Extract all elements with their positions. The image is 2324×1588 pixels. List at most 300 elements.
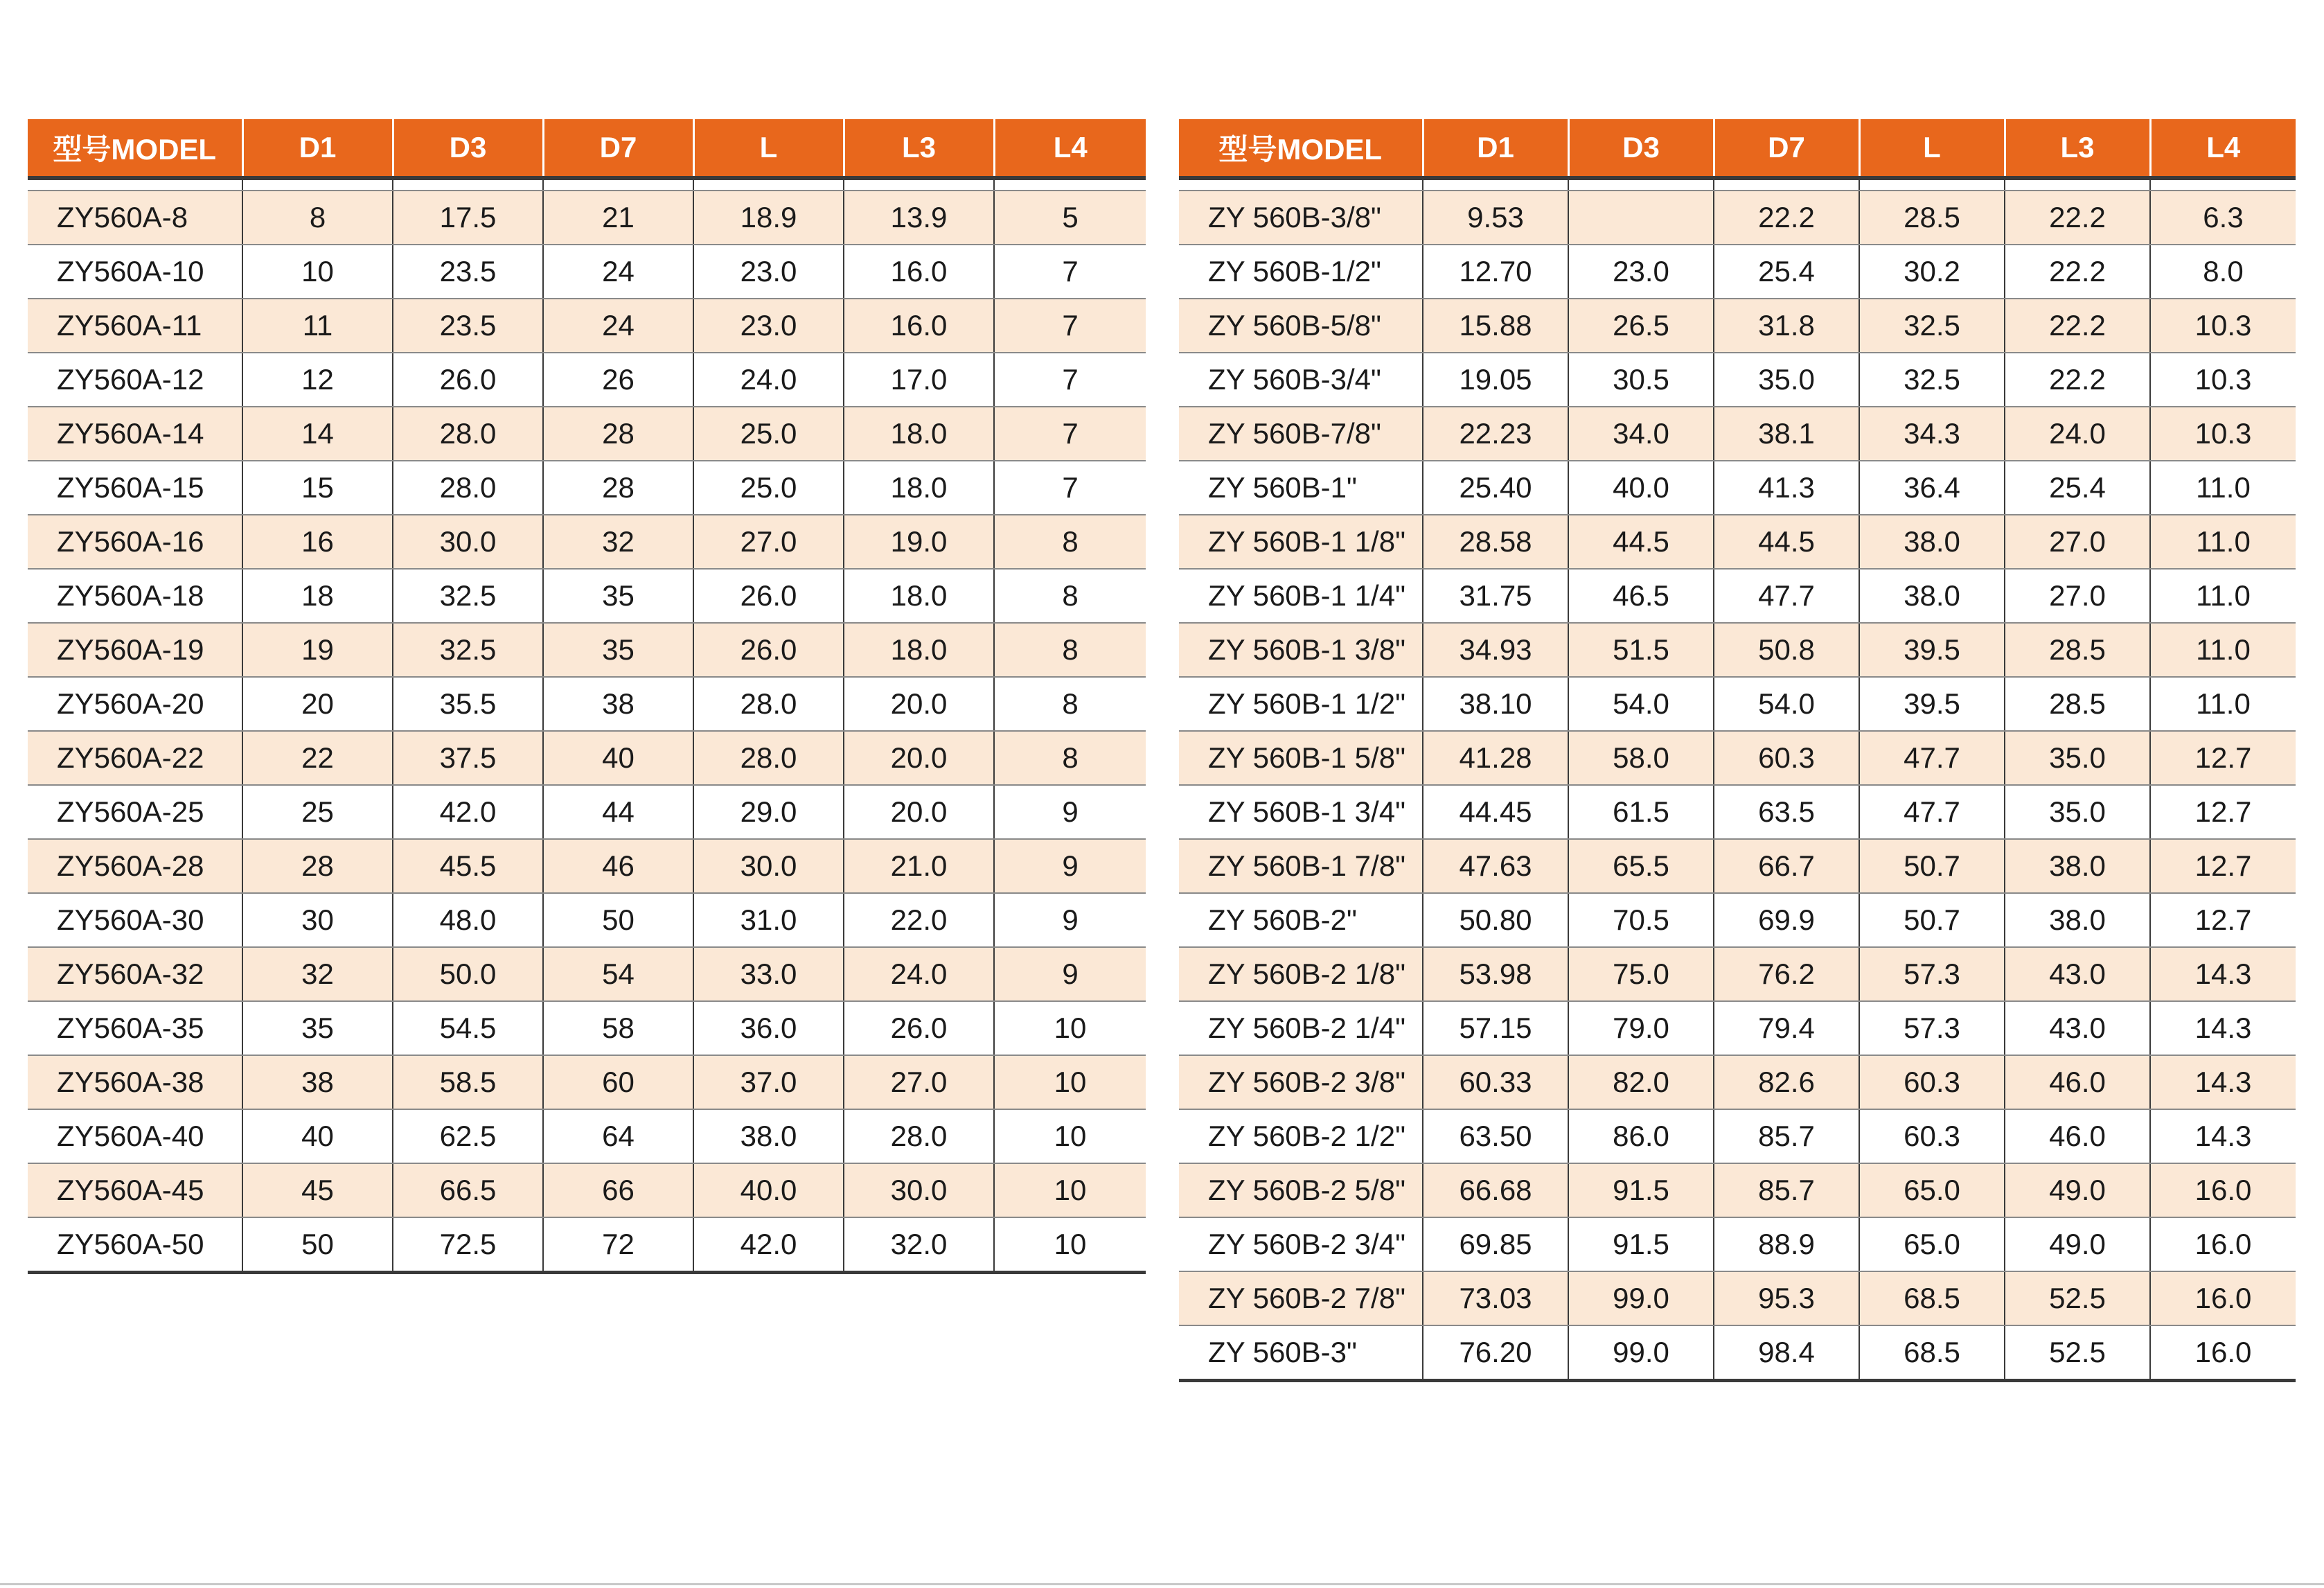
value-cell-l3: 35.0	[2005, 785, 2150, 839]
value-cell-d1: 38.10	[1423, 677, 1568, 731]
value-cell-d7: 44.5	[1714, 515, 1859, 569]
value-cell-d7: 54	[543, 947, 693, 1001]
value-cell-l: 37.0	[693, 1055, 844, 1109]
table-row	[28, 731, 1146, 785]
value-cell-l: 31.0	[693, 893, 844, 947]
table-row	[1179, 677, 2296, 731]
table-row	[28, 893, 1146, 947]
model-cell: ZY560A-20	[28, 677, 242, 731]
value-cell-l4: 9	[994, 947, 1146, 1001]
value-cell-l: 38.0	[1859, 515, 2005, 569]
column-header-l4: L4	[994, 119, 1146, 178]
table-row	[28, 1163, 1146, 1217]
value-cell-l3: 24.0	[844, 947, 994, 1001]
value-cell-l3: 28.5	[2005, 677, 2150, 731]
value-cell-l4: 10	[994, 1217, 1146, 1273]
value-cell-l3: 22.2	[2005, 353, 2150, 407]
model-spec-table-a	[28, 119, 1146, 1274]
value-cell-l: 47.7	[1859, 785, 2005, 839]
value-cell-l: 39.5	[1859, 623, 2005, 677]
value-cell-l: 42.0	[693, 1217, 844, 1273]
header-spacer	[28, 178, 1146, 191]
value-cell-l4: 11.0	[2150, 461, 2296, 515]
value-cell-l4: 10	[994, 1109, 1146, 1163]
table-row	[1179, 515, 2296, 569]
value-cell-d1: 8	[242, 191, 393, 245]
model-cell: ZY 560B-2 1/8"	[1179, 947, 1423, 1001]
value-cell-d3: 35.5	[393, 677, 543, 731]
value-cell-d7: 38	[543, 677, 693, 731]
value-cell-d3: 26.0	[393, 353, 543, 407]
value-cell-l3: 22.0	[844, 893, 994, 947]
value-cell-d3: 82.0	[1568, 1055, 1714, 1109]
table-row	[1179, 1271, 2296, 1325]
value-cell-d1: 14	[242, 407, 393, 461]
table-row	[1179, 191, 2296, 245]
value-cell-l3: 28.0	[844, 1109, 994, 1163]
model-cell: ZY560A-15	[28, 461, 242, 515]
value-cell-d1: 31.75	[1423, 569, 1568, 623]
value-cell-l: 30.2	[1859, 245, 2005, 299]
value-cell-d3: 75.0	[1568, 947, 1714, 1001]
value-cell-d1: 57.15	[1423, 1001, 1568, 1055]
value-cell-l4: 14.3	[2150, 1109, 2296, 1163]
value-cell-l: 57.3	[1859, 947, 2005, 1001]
table-row	[1179, 353, 2296, 407]
value-cell-l: 30.0	[693, 839, 844, 893]
value-cell-d3: 61.5	[1568, 785, 1714, 839]
model-cell: ZY560A-11	[28, 299, 242, 353]
model-cell: ZY 560B-1 1/4"	[1179, 569, 1423, 623]
value-cell-d1: 12.70	[1423, 245, 1568, 299]
table-row	[28, 461, 1146, 515]
value-cell-l: 34.3	[1859, 407, 2005, 461]
table-row	[28, 353, 1146, 407]
value-cell-l3: 52.5	[2005, 1325, 2150, 1381]
value-cell-d1: 69.85	[1423, 1217, 1568, 1271]
value-cell-l4: 11.0	[2150, 677, 2296, 731]
value-cell-l: 36.4	[1859, 461, 2005, 515]
value-cell-l4: 10	[994, 1163, 1146, 1217]
column-header-d7: D7	[543, 119, 693, 178]
value-cell-d1: 22.23	[1423, 407, 1568, 461]
value-cell-d7: 35	[543, 623, 693, 677]
value-cell-d1: 15.88	[1423, 299, 1568, 353]
value-cell-l: 33.0	[693, 947, 844, 1001]
model-cell: ZY 560B-3"	[1179, 1325, 1423, 1381]
value-cell-l3: 27.0	[844, 1055, 994, 1109]
value-cell-l3: 46.0	[2005, 1109, 2150, 1163]
value-cell-d7: 64	[543, 1109, 693, 1163]
value-cell-d1: 45	[242, 1163, 393, 1217]
value-cell-l4: 5	[994, 191, 1146, 245]
value-cell-l3: 25.4	[2005, 461, 2150, 515]
value-cell-d7: 85.7	[1714, 1163, 1859, 1217]
value-cell-l3: 49.0	[2005, 1163, 2150, 1217]
value-cell-l: 18.9	[693, 191, 844, 245]
value-cell-l3: 20.0	[844, 677, 994, 731]
value-cell-d7: 31.8	[1714, 299, 1859, 353]
value-cell-l: 26.0	[693, 569, 844, 623]
value-cell-l3: 30.0	[844, 1163, 994, 1217]
value-cell-d1: 12	[242, 353, 393, 407]
table-row	[1179, 785, 2296, 839]
value-cell-l3: 18.0	[844, 461, 994, 515]
value-cell-d3: 42.0	[393, 785, 543, 839]
value-cell-l: 25.0	[693, 461, 844, 515]
value-cell-d3: 30.5	[1568, 353, 1714, 407]
table-row	[1179, 299, 2296, 353]
value-cell-l4: 14.3	[2150, 1055, 2296, 1109]
model-cell: ZY 560B-2 1/2"	[1179, 1109, 1423, 1163]
value-cell-d1: 34.93	[1423, 623, 1568, 677]
value-cell-l3: 22.2	[2005, 191, 2150, 245]
value-cell-l: 28.0	[693, 731, 844, 785]
spacer-cell	[693, 178, 844, 191]
value-cell-l: 38.0	[1859, 569, 2005, 623]
model-cell: ZY560A-38	[28, 1055, 242, 1109]
value-cell-d1: 9.53	[1423, 191, 1568, 245]
model-cell: ZY 560B-3/8"	[1179, 191, 1423, 245]
table-row	[1179, 461, 2296, 515]
value-cell-d3: 91.5	[1568, 1163, 1714, 1217]
value-cell-l4: 12.7	[2150, 893, 2296, 947]
value-cell-d1: 28.58	[1423, 515, 1568, 569]
model-cell: ZY560A-32	[28, 947, 242, 1001]
value-cell-d7: 66.7	[1714, 839, 1859, 893]
model-cell: ZY 560B-5/8"	[1179, 299, 1423, 353]
table-row	[1179, 731, 2296, 785]
value-cell-l4: 8	[994, 569, 1146, 623]
value-cell-d1: 60.33	[1423, 1055, 1568, 1109]
value-cell-d1: 44.45	[1423, 785, 1568, 839]
value-cell-d3: 72.5	[393, 1217, 543, 1273]
value-cell-l3: 49.0	[2005, 1217, 2150, 1271]
value-cell-l4: 8	[994, 623, 1146, 677]
value-cell-d3: 66.5	[393, 1163, 543, 1217]
column-header-l3: L3	[2005, 119, 2150, 178]
spacer-cell	[844, 178, 994, 191]
value-cell-l3: 32.0	[844, 1217, 994, 1273]
model-cell: ZY 560B-1 7/8"	[1179, 839, 1423, 893]
value-cell-d7: 63.5	[1714, 785, 1859, 839]
column-header-model: 型号MODEL	[1179, 119, 1423, 178]
model-cell: ZY560A-28	[28, 839, 242, 893]
table-row	[28, 299, 1146, 353]
value-cell-d1: 15	[242, 461, 393, 515]
value-cell-d1: 50	[242, 1217, 393, 1273]
model-cell: ZY 560B-1 5/8"	[1179, 731, 1423, 785]
column-header-l4: L4	[2150, 119, 2296, 178]
value-cell-d7: 25.4	[1714, 245, 1859, 299]
value-cell-l4: 10.3	[2150, 353, 2296, 407]
value-cell-l: 50.7	[1859, 839, 2005, 893]
spacer-cell	[2150, 178, 2296, 191]
model-cell: ZY560A-10	[28, 245, 242, 299]
table-row	[28, 785, 1146, 839]
value-cell-d3: 30.0	[393, 515, 543, 569]
value-cell-d3: 28.0	[393, 461, 543, 515]
value-cell-l4: 8	[994, 731, 1146, 785]
model-cell: ZY 560B-2 3/8"	[1179, 1055, 1423, 1109]
value-cell-l: 26.0	[693, 623, 844, 677]
model-cell: ZY560A-30	[28, 893, 242, 947]
value-cell-d3: 40.0	[1568, 461, 1714, 515]
value-cell-l: 28.0	[693, 677, 844, 731]
value-cell-d7: 35	[543, 569, 693, 623]
value-cell-l4: 16.0	[2150, 1217, 2296, 1271]
value-cell-d7: 69.9	[1714, 893, 1859, 947]
value-cell-d1: 66.68	[1423, 1163, 1568, 1217]
value-cell-d1: 28	[242, 839, 393, 893]
table-row	[1179, 1217, 2296, 1271]
value-cell-l4: 7	[994, 353, 1146, 407]
value-cell-d7: 24	[543, 245, 693, 299]
value-cell-d3: 54.0	[1568, 677, 1714, 731]
value-cell-d1: 38	[242, 1055, 393, 1109]
value-cell-l: 25.0	[693, 407, 844, 461]
value-cell-l: 28.5	[1859, 191, 2005, 245]
value-cell-l: 36.0	[693, 1001, 844, 1055]
table-row	[1179, 407, 2296, 461]
value-cell-l4: 10	[994, 1001, 1146, 1055]
value-cell-d1: 35	[242, 1001, 393, 1055]
table-row	[28, 947, 1146, 1001]
value-cell-d1: 40	[242, 1109, 393, 1163]
value-cell-d1: 25.40	[1423, 461, 1568, 515]
spacer-cell	[1179, 178, 1423, 191]
value-cell-d1: 73.03	[1423, 1271, 1568, 1325]
model-cell: ZY560A-19	[28, 623, 242, 677]
column-header-l3: L3	[844, 119, 994, 178]
value-cell-d7: 50.8	[1714, 623, 1859, 677]
table-header	[1179, 119, 2296, 178]
table-row	[1179, 245, 2296, 299]
value-cell-d3: 46.5	[1568, 569, 1714, 623]
column-header-d1: D1	[242, 119, 393, 178]
value-cell-d3: 62.5	[393, 1109, 543, 1163]
value-cell-d1: 41.28	[1423, 731, 1568, 785]
value-cell-d3: 65.5	[1568, 839, 1714, 893]
header-row	[1179, 119, 2296, 178]
value-cell-l3: 28.5	[2005, 623, 2150, 677]
value-cell-l: 65.0	[1859, 1163, 2005, 1217]
model-cell: ZY 560B-1 3/4"	[1179, 785, 1423, 839]
model-cell: ZY560A-35	[28, 1001, 242, 1055]
spacer-cell	[1423, 178, 1568, 191]
value-cell-l4: 12.7	[2150, 731, 2296, 785]
table-row	[28, 569, 1146, 623]
spacer-cell	[1714, 178, 1859, 191]
value-cell-d7: 66	[543, 1163, 693, 1217]
value-cell-d7: 46	[543, 839, 693, 893]
table-row	[1179, 1109, 2296, 1163]
column-header-d1: D1	[1423, 119, 1568, 178]
column-header-l: L	[1859, 119, 2005, 178]
value-cell-d3: 58.0	[1568, 731, 1714, 785]
value-cell-d3: 17.5	[393, 191, 543, 245]
value-cell-d7: 26	[543, 353, 693, 407]
model-cell: ZY 560B-2"	[1179, 893, 1423, 947]
model-cell: ZY 560B-1/2"	[1179, 245, 1423, 299]
model-cell: ZY560A-16	[28, 515, 242, 569]
model-cell: ZY560A-25	[28, 785, 242, 839]
value-cell-l4: 14.3	[2150, 947, 2296, 1001]
model-cell: ZY 560B-1"	[1179, 461, 1423, 515]
value-cell-l: 29.0	[693, 785, 844, 839]
value-cell-d3: 28.0	[393, 407, 543, 461]
value-cell-l4: 9	[994, 839, 1146, 893]
value-cell-d7: 88.9	[1714, 1217, 1859, 1271]
table-row	[1179, 623, 2296, 677]
value-cell-d7: 44	[543, 785, 693, 839]
value-cell-d3: 99.0	[1568, 1325, 1714, 1381]
value-cell-d7: 58	[543, 1001, 693, 1055]
value-cell-l3: 52.5	[2005, 1271, 2150, 1325]
value-cell-l: 23.0	[693, 245, 844, 299]
value-cell-l3: 19.0	[844, 515, 994, 569]
value-cell-l4: 11.0	[2150, 569, 2296, 623]
value-cell-l3: 27.0	[2005, 569, 2150, 623]
value-cell-d7: 95.3	[1714, 1271, 1859, 1325]
value-cell-l4: 7	[994, 299, 1146, 353]
table-row	[28, 407, 1146, 461]
model-cell: ZY 560B-2 1/4"	[1179, 1001, 1423, 1055]
value-cell-d7: 79.4	[1714, 1001, 1859, 1055]
value-cell-d7: 54.0	[1714, 677, 1859, 731]
table-row	[28, 191, 1146, 245]
value-cell-l: 60.3	[1859, 1055, 2005, 1109]
value-cell-l: 38.0	[693, 1109, 844, 1163]
table-row	[28, 677, 1146, 731]
column-header-d3: D3	[393, 119, 543, 178]
value-cell-d1: 76.20	[1423, 1325, 1568, 1381]
spacer-cell	[242, 178, 393, 191]
value-cell-d3: 32.5	[393, 569, 543, 623]
value-cell-l3: 43.0	[2005, 1001, 2150, 1055]
value-cell-d3: 58.5	[393, 1055, 543, 1109]
value-cell-l4: 9	[994, 785, 1146, 839]
value-cell-l3: 20.0	[844, 731, 994, 785]
value-cell-l: 68.5	[1859, 1271, 2005, 1325]
value-cell-l4: 16.0	[2150, 1163, 2296, 1217]
value-cell-d3: 50.0	[393, 947, 543, 1001]
table-row	[1179, 1163, 2296, 1217]
value-cell-l4: 10.3	[2150, 407, 2296, 461]
value-cell-l: 32.5	[1859, 299, 2005, 353]
value-cell-d3: 23.5	[393, 245, 543, 299]
model-cell: ZY560A-14	[28, 407, 242, 461]
value-cell-l4: 12.7	[2150, 785, 2296, 839]
value-cell-l4: 7	[994, 407, 1146, 461]
value-cell-l3: 38.0	[2005, 893, 2150, 947]
table-row	[1179, 947, 2296, 1001]
value-cell-l3: 20.0	[844, 785, 994, 839]
value-cell-d3: 79.0	[1568, 1001, 1714, 1055]
value-cell-d3: 23.0	[1568, 245, 1714, 299]
column-header-model: 型号MODEL	[28, 119, 242, 178]
value-cell-l: 39.5	[1859, 677, 2005, 731]
value-cell-l4: 7	[994, 245, 1146, 299]
value-cell-d1: 19.05	[1423, 353, 1568, 407]
spacer-cell	[393, 178, 543, 191]
table-row	[28, 623, 1146, 677]
model-cell: ZY560A-18	[28, 569, 242, 623]
model-cell: ZY 560B-7/8"	[1179, 407, 1423, 461]
spacer-cell	[1859, 178, 2005, 191]
value-cell-d7: 40	[543, 731, 693, 785]
table-header	[28, 119, 1146, 178]
value-cell-d1: 22	[242, 731, 393, 785]
footer-divider	[0, 1583, 2324, 1585]
table-row	[1179, 893, 2296, 947]
value-cell-d3	[1568, 191, 1714, 245]
value-cell-d7: 41.3	[1714, 461, 1859, 515]
value-cell-l: 60.3	[1859, 1109, 2005, 1163]
column-header-l: L	[693, 119, 844, 178]
value-cell-l4: 12.7	[2150, 839, 2296, 893]
model-cell: ZY 560B-1 1/8"	[1179, 515, 1423, 569]
value-cell-d1: 32	[242, 947, 393, 1001]
value-cell-l4: 8.0	[2150, 245, 2296, 299]
value-cell-d3: 86.0	[1568, 1109, 1714, 1163]
value-cell-d7: 22.2	[1714, 191, 1859, 245]
value-cell-d3: 99.0	[1568, 1271, 1714, 1325]
value-cell-l4: 16.0	[2150, 1271, 2296, 1325]
value-cell-l4: 14.3	[2150, 1001, 2296, 1055]
value-cell-l: 40.0	[693, 1163, 844, 1217]
spacer-cell	[1568, 178, 1714, 191]
model-cell: ZY560A-12	[28, 353, 242, 407]
value-cell-d7: 28	[543, 407, 693, 461]
table-row	[28, 1055, 1146, 1109]
value-cell-l3: 43.0	[2005, 947, 2150, 1001]
value-cell-l3: 46.0	[2005, 1055, 2150, 1109]
model-spec-table-b	[1179, 119, 2296, 1382]
spacer-cell	[2005, 178, 2150, 191]
value-cell-l3: 38.0	[2005, 839, 2150, 893]
value-cell-d7: 35.0	[1714, 353, 1859, 407]
value-cell-l3: 26.0	[844, 1001, 994, 1055]
value-cell-l4: 6.3	[2150, 191, 2296, 245]
value-cell-l4: 9	[994, 893, 1146, 947]
model-cell: ZY 560B-2 3/4"	[1179, 1217, 1423, 1271]
value-cell-l4: 11.0	[2150, 515, 2296, 569]
model-cell: ZY 560B-2 7/8"	[1179, 1271, 1423, 1325]
model-cell: ZY 560B-3/4"	[1179, 353, 1423, 407]
model-cell: ZY560A-40	[28, 1109, 242, 1163]
value-cell-l: 57.3	[1859, 1001, 2005, 1055]
value-cell-l: 24.0	[693, 353, 844, 407]
value-cell-l: 50.7	[1859, 893, 2005, 947]
table-row	[1179, 839, 2296, 893]
value-cell-l3: 18.0	[844, 569, 994, 623]
value-cell-d7: 60	[543, 1055, 693, 1109]
value-cell-l3: 27.0	[2005, 515, 2150, 569]
value-cell-l3: 18.0	[844, 407, 994, 461]
spacer-cell	[994, 178, 1146, 191]
table-body	[28, 178, 1146, 1273]
value-cell-d3: 54.5	[393, 1001, 543, 1055]
value-cell-d7: 82.6	[1714, 1055, 1859, 1109]
model-cell: ZY560A-45	[28, 1163, 242, 1217]
value-cell-d3: 34.0	[1568, 407, 1714, 461]
header-spacer	[1179, 178, 2296, 191]
value-cell-l3: 35.0	[2005, 731, 2150, 785]
table-row	[28, 1109, 1146, 1163]
value-cell-l: 65.0	[1859, 1217, 2005, 1271]
value-cell-d7: 21	[543, 191, 693, 245]
